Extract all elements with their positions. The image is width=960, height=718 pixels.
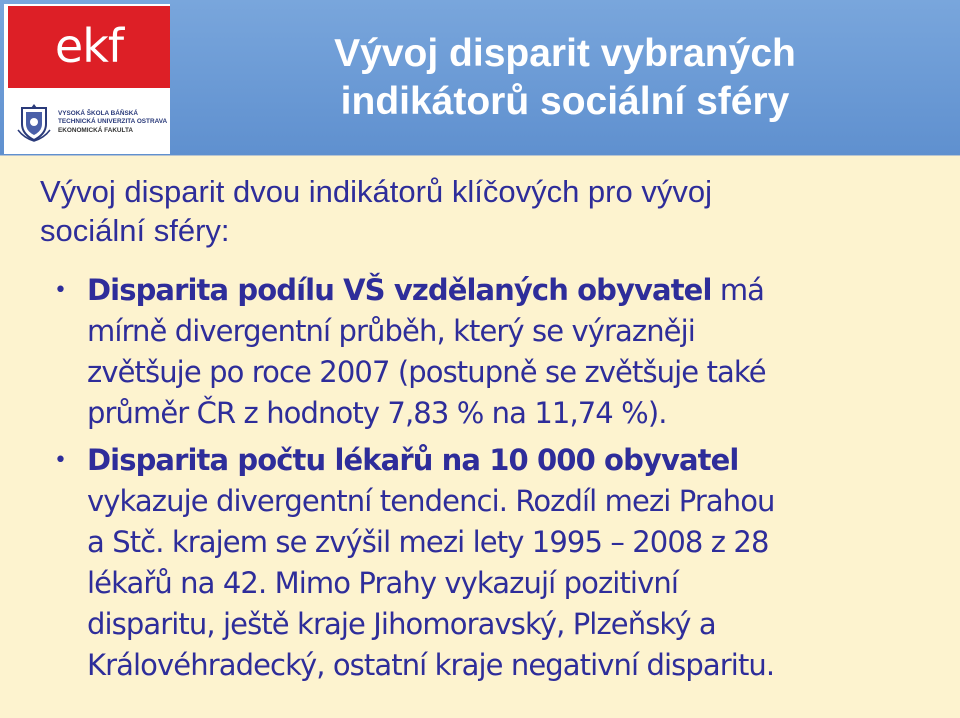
logo-panel <box>4 4 170 154</box>
bullet-line: disparitu, ještě kraje Jihomoravský, Plzeňský a <box>87 607 716 641</box>
bullet-bold-text: Disparita podílu VŠ vzdělaných obyvatel <box>87 273 712 307</box>
bullet-line: zvětšuje po roce 2007 (postupně se zvětšuje také <box>87 355 766 389</box>
bullet-icon: • <box>54 278 67 303</box>
ekf-logo <box>8 6 170 88</box>
bullet-line: Královéhradecký, ostatní kraje negativní disparitu. <box>87 648 775 682</box>
slide-title-line: Vývoj disparit vybraných <box>334 32 796 75</box>
faculty-name: EKONOMICKÁ FAKULTA <box>58 126 134 134</box>
university-name <box>58 110 168 135</box>
bullet-icon: • <box>54 448 67 473</box>
intro-line: sociální sféry: <box>40 213 230 248</box>
bullet-line: a Stč. krajem se zvýšil mezi lety 1995 – 2008 z 28 <box>87 525 769 559</box>
slide-content <box>40 172 940 686</box>
intro-line: Vývoj disparit dvou indikátorů klíčových pro vývoj <box>40 174 712 209</box>
bullet-line: průměr ČR z hodnoty 7,83 % na 11,74 %). <box>87 396 667 430</box>
slide-title-line: indikátorů sociální sféry <box>340 80 790 123</box>
intro-paragraph <box>40 172 940 250</box>
bullet-list <box>40 270 940 686</box>
bullet-line: lékařů na 42. Mimo Prahy vykazují pozitivní <box>87 566 678 600</box>
bullet-line: vykazuje divergentní tendenci. Rozdíl mezi Prahou <box>87 484 775 518</box>
bullet-line <box>87 440 940 481</box>
university-name-line: VYSOKÁ ŠKOLA BÁŇSKÁ <box>58 110 139 117</box>
slide-title <box>180 30 950 126</box>
bullet-item <box>40 270 940 434</box>
bullet-text: má <box>711 273 765 307</box>
bullet-item <box>40 440 940 686</box>
university-crest-icon <box>14 100 54 142</box>
bullet-bold-text: Disparita počtu lékařů na 10 000 obyvatel <box>87 443 739 477</box>
bullet-line: mírně divergentní průběh, který se výrazněji <box>87 314 695 348</box>
university-name-line: TECHNICKÁ UNIVERZITA OSTRAVA <box>58 118 168 126</box>
bullet-line <box>87 270 940 311</box>
ekf-logo-text: ekf <box>54 19 124 73</box>
slide-header <box>0 0 960 156</box>
